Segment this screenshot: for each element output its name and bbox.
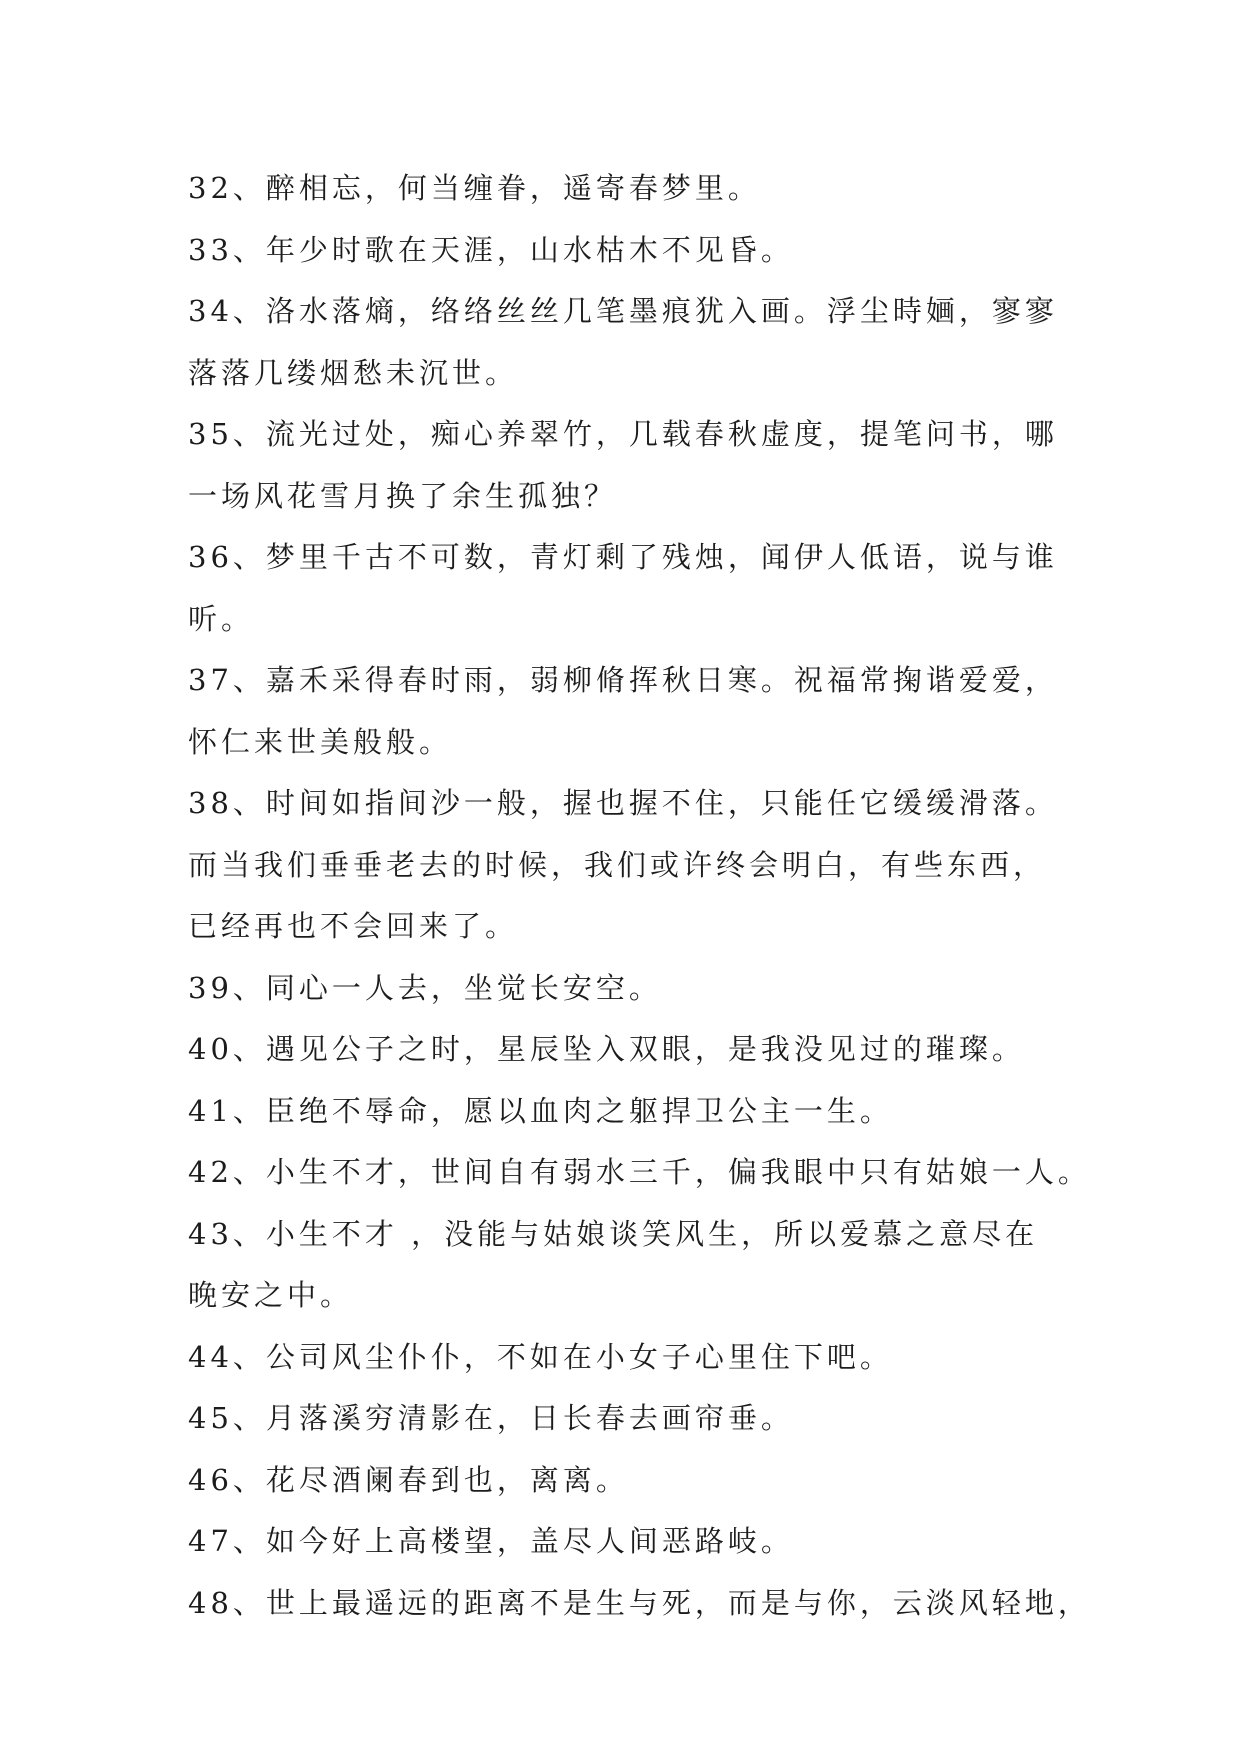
text-line: 晚安之中。 [188, 1278, 354, 1312]
text-line: 46、花尽酒阑春到也，离离。 [188, 1462, 629, 1497]
text-line: 48、世上最遥远的距离不是生与死，而是与你，云淡风轻地， [188, 1585, 1091, 1620]
text-line: 32、醉相忘，何当缠眷，遥寄春梦里。 [188, 171, 761, 205]
text-line: 已经再也不会回来了。 [188, 909, 519, 943]
text-line: 怀仁来世美般般。 [188, 724, 453, 759]
text-line: 40、遇见公子之时，星辰坠入双眼，是我没见过的璀璨。 [188, 1032, 1025, 1066]
document-body [188, 158, 1091, 1634]
text-line: 45、月落溪穷清影在，日长春去画帘垂。 [188, 1401, 794, 1435]
text-line: 落落几缕烟愁未沉世。 [188, 355, 519, 390]
text-line: 44、公司风尘仆仆，不如在小女子心里住下吧。 [188, 1339, 893, 1374]
text-line: 而当我们垂垂老去的时候，我们或许终会明白，有些东西， [188, 847, 1047, 882]
text-line: 41、臣绝不辱命，愿以血肉之躯捍卫公主一生。 [188, 1093, 893, 1128]
text-line: 43、小生不才 ，没能与姑娘谈笑风生，所以爱慕之意尽在 [188, 1216, 1039, 1251]
text-line: 38、时间如指间沙一般，握也握不住，只能任它缓缓滑落。 [188, 786, 1058, 820]
text-line: 33、年少时歌在天涯，山水枯木不见昏。 [188, 232, 794, 267]
text-line: 39、同心一人去，坐觉长安空。 [188, 970, 662, 1005]
text-line: 42、小生不才，世间自有弱水三千，偏我眼中只有姑娘一人。 [188, 1155, 1091, 1189]
text-line: 36、梦里千古不可数，青灯剩了残烛，闻伊人低语，说与谁 [188, 540, 1058, 574]
text-line: 听。 [188, 601, 255, 636]
text-line: 47、如今好上高楼望，盖尽人间恶路岐。 [188, 1524, 794, 1558]
text-line: 35、流光过处，痴心养翠竹，几载春秋虚度，提笔问书，哪 [188, 417, 1058, 451]
text-line: 37、嘉禾采得春时雨，弱柳脩挥秋日寒。祝福常掬谐爱爱， [188, 663, 1058, 697]
text-line: 34、洛水落熵，络络丝丝几笔墨痕犹入画。浮尘時婳，寥寥 [188, 294, 1058, 328]
text-line: 一场风花雪月换了余生孤独？ [188, 478, 618, 513]
